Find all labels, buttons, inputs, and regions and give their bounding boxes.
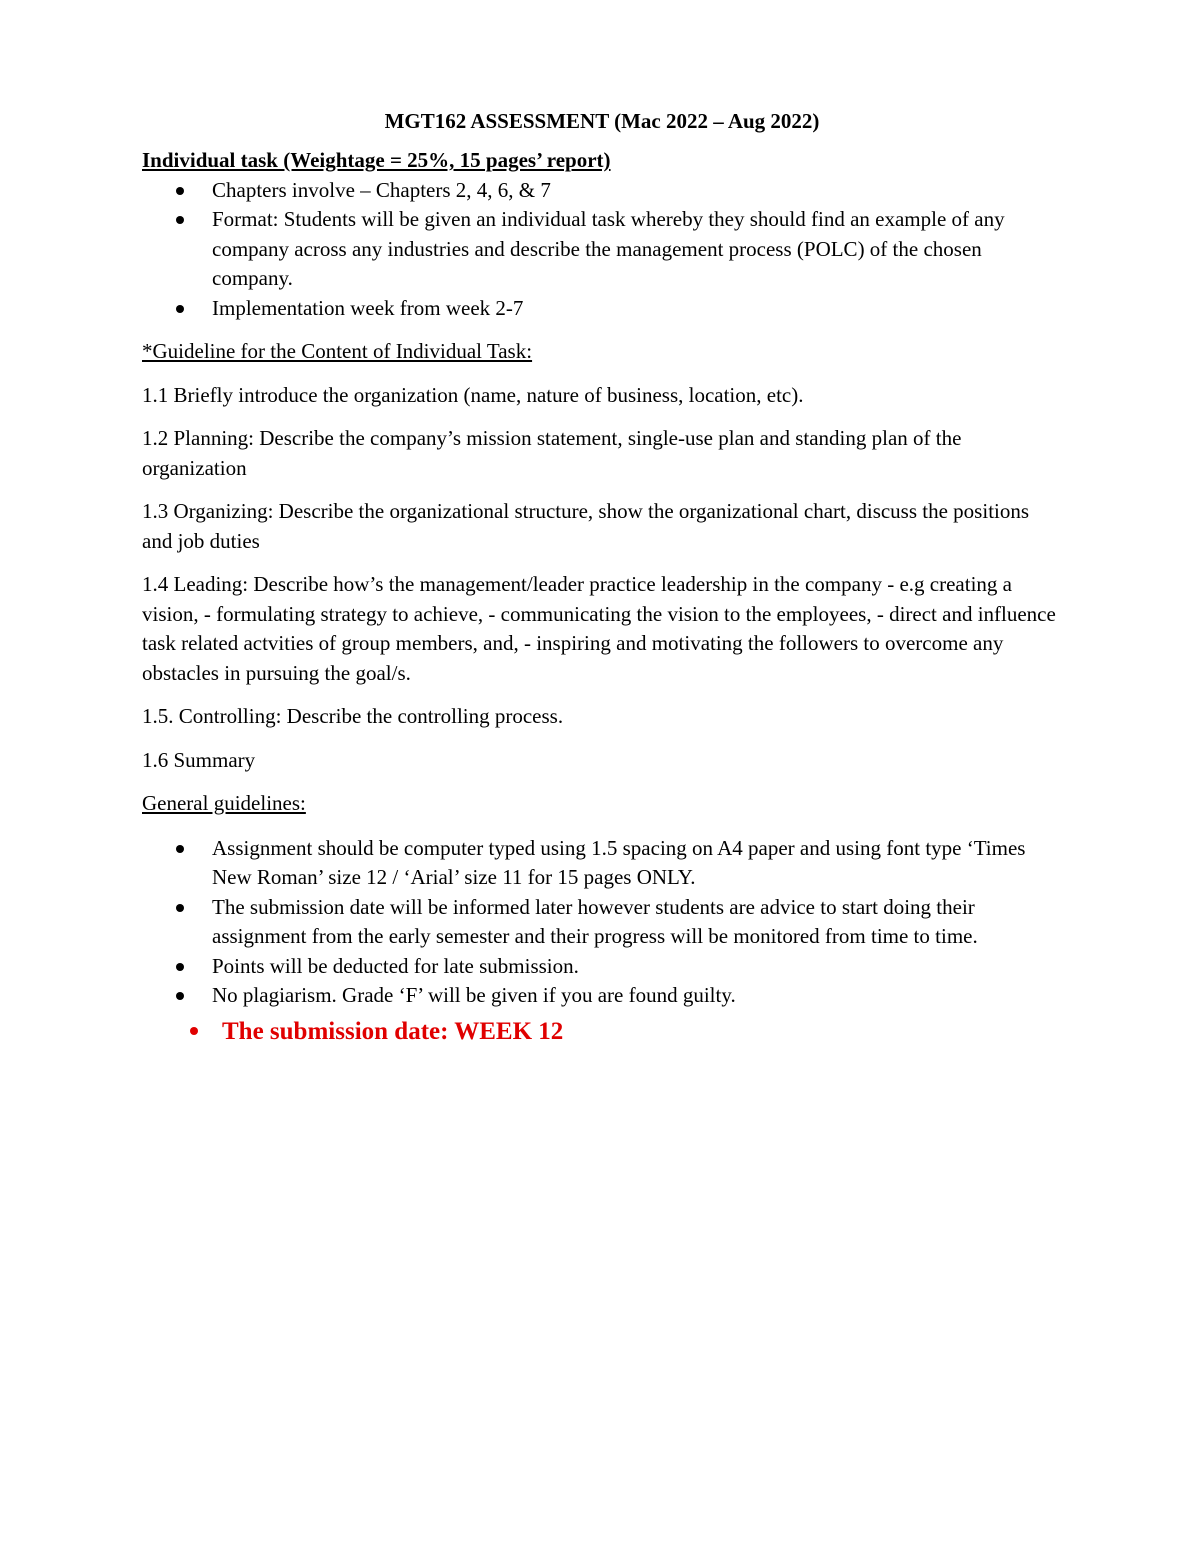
list-item bbox=[142, 981, 1062, 1011]
list-item-text: Points will be deducted for late submission. bbox=[212, 953, 579, 978]
list-item bbox=[142, 893, 1062, 952]
individual-task-list bbox=[142, 176, 1062, 324]
bullet-icon bbox=[176, 963, 184, 971]
list-item-text: The submission date will be informed later however students are advice to start doing their assignment from the early semester and their progress will be monitored from time to time. bbox=[212, 894, 978, 948]
list-item-text: No plagiarism. Grade ‘F’ will be given if you are found guilty. bbox=[212, 983, 736, 1007]
list-item bbox=[142, 294, 1062, 324]
submission-date-text: The submission date: WEEK 12 bbox=[222, 1017, 564, 1045]
guideline-item-1-5: 1.5. Controlling: Describe the controlling process. bbox=[142, 704, 564, 728]
list-item-text: Format: Students will be given an individual task whereby they should find an example of any company across any industries and describe the management process (POLC) of the chosen company. bbox=[212, 207, 1005, 290]
submission-date-item bbox=[142, 1013, 1062, 1051]
list-item-text: Assignment should be computer typed using 1.5 spacing on A4 paper and using font type ‘Times New Roman’ size 12 / ‘Arial’ size 11 for 15 pages ONLY. bbox=[212, 835, 1026, 889]
guideline-item-1-4: 1.4 Leading: Describe how’s the management/leader practice leadership in the company - e.g creating a vision, - formulating strategy to achieve, - communicating the vision to the employees, - direct and influence task related actvities of group members, and, - inspiring and motivating the followers to overcome any obstacles in pursuing the goal/s. bbox=[142, 572, 1056, 685]
guideline-heading: *Guideline for the Content of Individual Task: bbox=[142, 339, 533, 363]
document-page bbox=[142, 106, 1062, 1051]
bullet-icon bbox=[190, 1027, 198, 1035]
guideline-item-1-1: 1.1 Briefly introduce the organization (name, nature of business, location, etc). bbox=[142, 382, 804, 407]
bullet-icon bbox=[176, 904, 184, 912]
guideline-item-1-6: 1.6 Summary bbox=[142, 747, 256, 772]
bullet-icon bbox=[176, 845, 184, 853]
page-title: MGT162 ASSESSMENT (Mac 2022 – Aug 2022) bbox=[384, 109, 820, 133]
bullet-icon bbox=[176, 305, 184, 313]
list-item bbox=[142, 205, 1062, 294]
list-item-text: Implementation week from week 2-7 bbox=[212, 295, 524, 320]
guideline-item-1-2: 1.2 Planning: Describe the company’s mission statement, single-use plan and standing plan of the organization bbox=[142, 426, 962, 480]
bullet-icon bbox=[176, 216, 184, 224]
individual-task-heading: Individual task (Weightage = 25%, 15 pages’ report) bbox=[142, 148, 611, 172]
general-guidelines-list bbox=[142, 834, 1062, 1051]
list-item bbox=[142, 176, 1062, 206]
guideline-item-1-3: 1.3 Organizing: Describe the organizational structure, show the organizational chart, discuss the positions and job duties bbox=[142, 499, 1030, 553]
list-item-text: Chapters involve – Chapters 2, 4, 6, & 7 bbox=[212, 177, 551, 202]
general-guidelines-heading: General guidelines: bbox=[142, 791, 306, 815]
list-item bbox=[142, 952, 1062, 982]
bullet-icon bbox=[176, 187, 184, 195]
bullet-icon bbox=[176, 992, 184, 1000]
list-item bbox=[142, 834, 1062, 893]
